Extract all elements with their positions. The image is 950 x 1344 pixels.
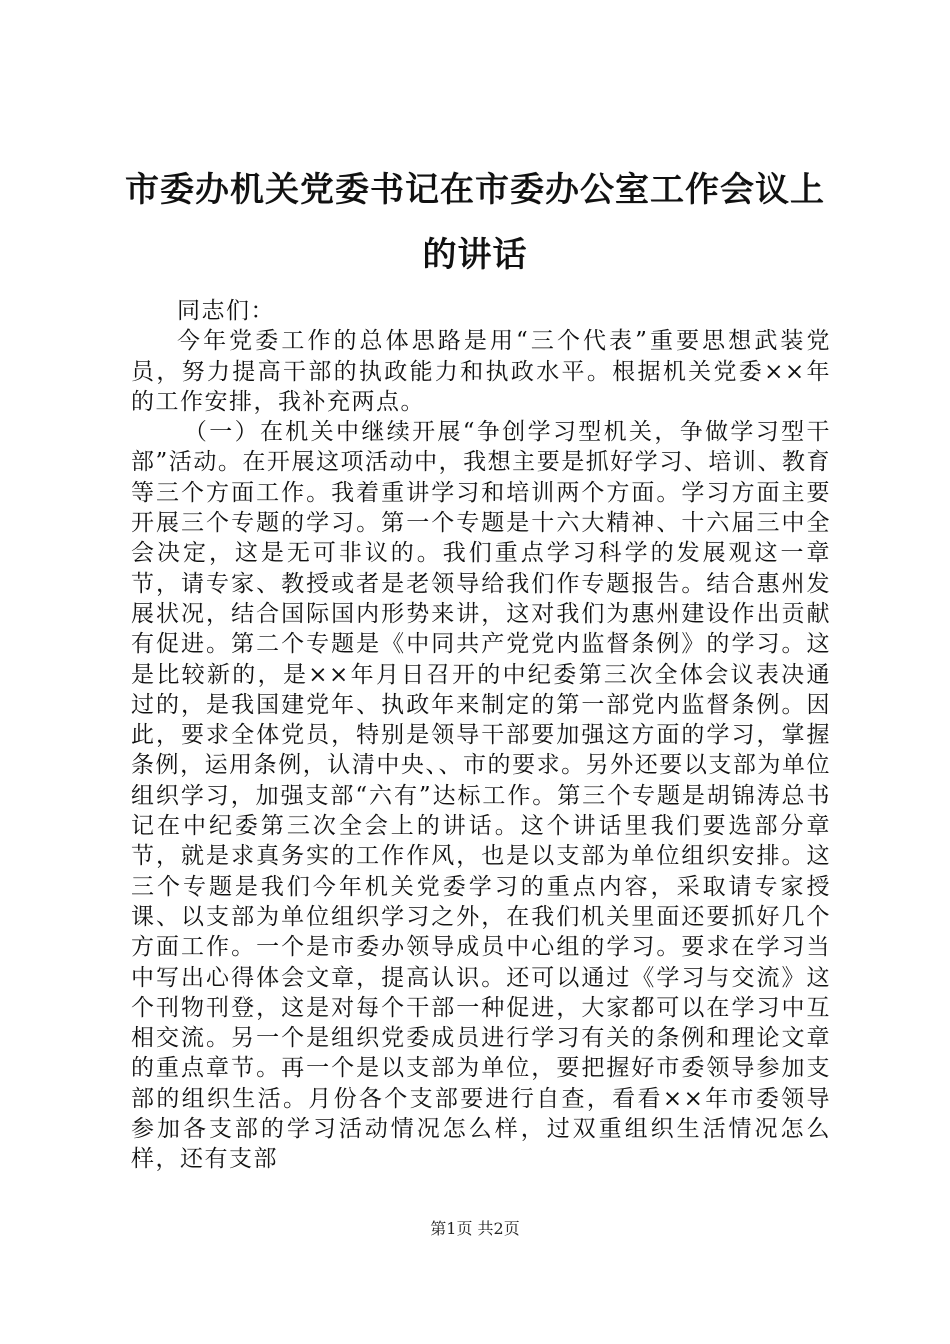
document-body xyxy=(131,296,831,1175)
paragraph-item-1: （一）在机关中继续开展“争创学习型机关，争做学习型干部”活动。在开展这项活动中，我想主要是抓好学习、培训、教育等三个方面工作。我着重讲学习和培训两个方面。学习方面主要开展三个专题的学习。第一个专题是十六大精神、十六届三中全会决定，这是无可非议的。我们重点学习科学的发展观这一章节，请专家、教授或者是老领导给我们作专题报告。结合惠州发展状况，结合国际国内形势来讲，这对我们为惠州建设作出贡献有促进。第二个专题是《中同共产党党内监督条例》的学习。这是比较新的，是××年月日召开的中纪委第三次全体会议表决通过的，是我国建党年、执政年来制定的第一部党内监督条例。因此，要求全体党员，特别是领导干部要加强这方面的学习，掌握条例，运用条例，认清中央、、市的要求。另外还要以支部为单位组织学习，加强支部“六有”达标工作。第三个专题是胡锦涛总书记在中纪委第三次全会上的讲话。这个讲话里我们要选部分章节，就是求真务实的工作作风，也是以支部为单位组织安排。这三个专题是我们今年机关党委学习的重点内容，采取请专家授课、以支部为单位组织学习之外，在我们机关里面还要抓好几个方面工作。一个是市委办领导成员中心组的学习。要求在学习当中写出心得体会文章，提高认识。还可以通过《学习与交流》这个刊物刊登，这是对每个干部一种促进，大家都可以在学习中互相交流。另一个是组织党委成员进行学习有关的条例和理论文章的重点章节。再一个是以支部为单位，要把握好市委领导参加支部的组织生活。月份各个支部要进行自查，看看××年市委领导参加各支部的学习活动情况怎么样，过双重组织生活情况怎么样，还有支部 xyxy=(131,419,831,1173)
page-number: 第1页 共2页 xyxy=(430,1219,520,1238)
document-title: 市委办机关党委书记在市委办公室工作会议上的讲话 xyxy=(125,170,825,275)
paragraph-intro: 今年党委工作的总体思路是用“三个代表”重要思想武装党员，努力提高干部的执政能力和执政水平。根据机关党委××年的工作安排，我补充两点。 xyxy=(131,328,831,415)
greeting: 同志们： xyxy=(177,298,275,324)
